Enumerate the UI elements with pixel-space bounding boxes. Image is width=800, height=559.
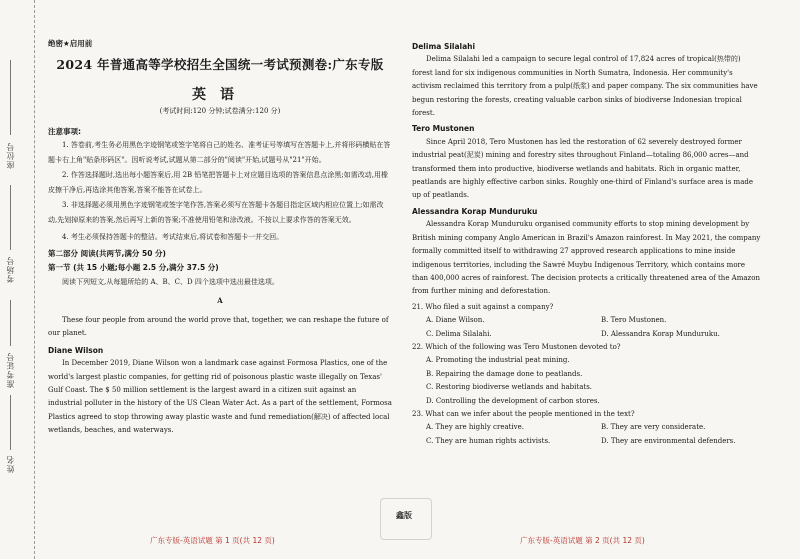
room-line: [10, 185, 11, 250]
binding-strip: [0, 0, 35, 559]
passage-intro: These four people from around the world prove that, together, we can reshape the future of our planet.: [48, 316, 389, 338]
note-3: 3. 非选择题必须用黑色字迹钢笔或签字笔作答,答案必须写在答题卡各题目指定区域内相应位置上;如需改动,先划掉原来的答案,然后再写上新的答案;不准使用铅笔和涂改液。不按以上要求作答的答案无效。: [48, 201, 384, 225]
room-label: 考场号: [6, 256, 15, 283]
tero-text: Since April 2018, Tero Mustonen has led the restoration of 62 severely destroyed former industrial peat(泥炭) mining and forestry sites throughout Finland—totaling 86,000 acres—and transformed them into productive, biodiverse wetlands and habitats. Rich in organic matter, peatlands are highly effective carbon sinks. Roughly one-third of Finland's surface area is made up of peatlands.: [412, 137, 753, 200]
delima-text: Delima Silalahi led a campaign to secure legal control of 17,824 acres of tropical(热带的) forest land for six indigenous communities in North Sumatra, Indonesia. Her community's activism reclaimed this territory from a pulp(纸浆) and paper company. The six communities have begun restoring the forests, creating valuable carbon sinks of biodiverse Indonesian tropical forest.: [412, 55, 758, 118]
alessandra-heading: Alessandra Korap Munduruku: [412, 206, 538, 216]
q23-option-d: D. They are environmental defenders.: [601, 436, 736, 445]
q21-option-a: A. Diane Wilson.: [426, 316, 485, 325]
watermark-logo: 鑫版: [396, 511, 412, 520]
exam-info: (考试时间:120 分钟;试卷满分:120 分): [159, 107, 281, 115]
q21-option-b: B. Tero Mustonen.: [601, 316, 667, 325]
diane-heading: Diane Wilson: [48, 345, 104, 355]
name-line: [10, 395, 11, 450]
q22-option-c: C. Restoring biodiverse wetlands and habitats.: [426, 383, 593, 392]
passage-label: A: [217, 295, 223, 305]
q23-option-b: B. They are very considerate.: [601, 423, 706, 432]
question-23-options: [412, 421, 762, 434]
q21-option-c: C. Delima Silalahi.: [426, 329, 492, 338]
question-22: 22. Which of the following was Tero Mustonen devoted to?: [412, 342, 621, 351]
section1-heading: 第一节 (共 15 小题;每小题 2.5 分,满分 37.5 分): [48, 262, 219, 272]
question-21-options-2: [412, 328, 762, 341]
reading-instruction: 阅读下列短文,从每题所给的 A、B、C、D 四个选项中选出最佳选项。: [62, 278, 279, 287]
left-column: [48, 125, 392, 438]
q21-option-d: D. Alessandra Korap Munduruku.: [601, 329, 720, 338]
exam-id-line: [10, 300, 11, 346]
secret-mark: 绝密★启用前: [48, 39, 93, 48]
tero-heading: Tero Mustonen: [412, 124, 475, 134]
exam-id-label: 准考证号: [6, 352, 15, 388]
q22-option-d: D. Controlling the development of carbon stores.: [426, 396, 600, 405]
footer-page-2: 广东专版-英语试题 第 2 页(共 12 页): [520, 536, 645, 545]
right-column: [412, 40, 762, 448]
diane-text: In December 2019, Diane Wilson won a landmark case against Formosa Plastics, one of the world's largest plastic companies, for getting rid of poisonous plastic waste illegally on Texas' Gulf Coast. The $ 50 million settlement is the largest award in a citizen suit against an industrial polluter in the history of the US Clean Water Act. As a part of the settlement, Formosa Plastics agreed to stop throwing away plastic waste and fund remediation(解决) of affected local wetlands, beaches, and waterways.: [48, 359, 392, 435]
question-21: 21. Who filed a suit against a company?: [412, 302, 554, 311]
note-2: 2. 作答选择题时,选出每小题答案后,用 2B 铅笔把答题卡上对应题目选项的答案信息点涂黑;如需改动,用橡皮擦干净后,再选涂其他答案,答案不能答在试卷上。: [48, 171, 388, 195]
seat-label: 座位号: [6, 142, 15, 169]
subject-title: 英语: [192, 87, 248, 103]
alessandra-text: Alessandra Korap Munduruku organised community efforts to stop mining development by British mining company Anglo American in Brazil's Amazon rainforest. In May 2021, the company formally committed itself to withdrawing 27 approved research applications to mine inside indigenous territories, including the Sawré Muybu Indigenous Territory, which contains more than 400,000 acres of rainforest. The decision protects a critically threatened area of the Amazon from further mining and deforestation.: [412, 220, 761, 296]
seat-line: [10, 60, 11, 135]
delima-heading: Delima Silalahi: [412, 42, 476, 51]
q23-option-a: A. They are highly creative.: [426, 423, 525, 432]
part2-heading: 第二部分 阅读(共两节,满分 50 分): [48, 249, 166, 259]
question-23: 23. What can we infer about the people mentioned in the text?: [412, 409, 635, 418]
footer-page-1: 广东专版-英语试题 第 1 页(共 12 页): [150, 536, 275, 545]
exam-title: 2024 年普通高等学校招生全国统一考试预测卷:广东专版: [56, 57, 384, 72]
notes-heading: 注意事项:: [48, 127, 81, 136]
note-1: 1. 答卷前,考生务必用黑色字迹钢笔或签字笔将自己的姓名、准考证号等填写在答题卡上,并将形码横贴在答题卡右上角"贴条形码区"。因听说考试,试题从第二部分的"阅读"开始,试题号从"21"开始。: [48, 141, 391, 165]
q23-option-c: C. They are human rights activists.: [426, 436, 551, 445]
question-21-options: [412, 314, 762, 327]
name-label: 姓名: [6, 455, 15, 473]
question-23-options-2: [412, 435, 762, 448]
q22-option-a: A. Promoting the industrial peat mining.: [426, 356, 570, 365]
q22-option-b: B. Repairing the damage done to peatlands.: [426, 369, 583, 378]
note-4: 4. 考生必须保持答题卡的整洁。考试结束后,将试卷和答题卡一并交回。: [62, 233, 284, 242]
